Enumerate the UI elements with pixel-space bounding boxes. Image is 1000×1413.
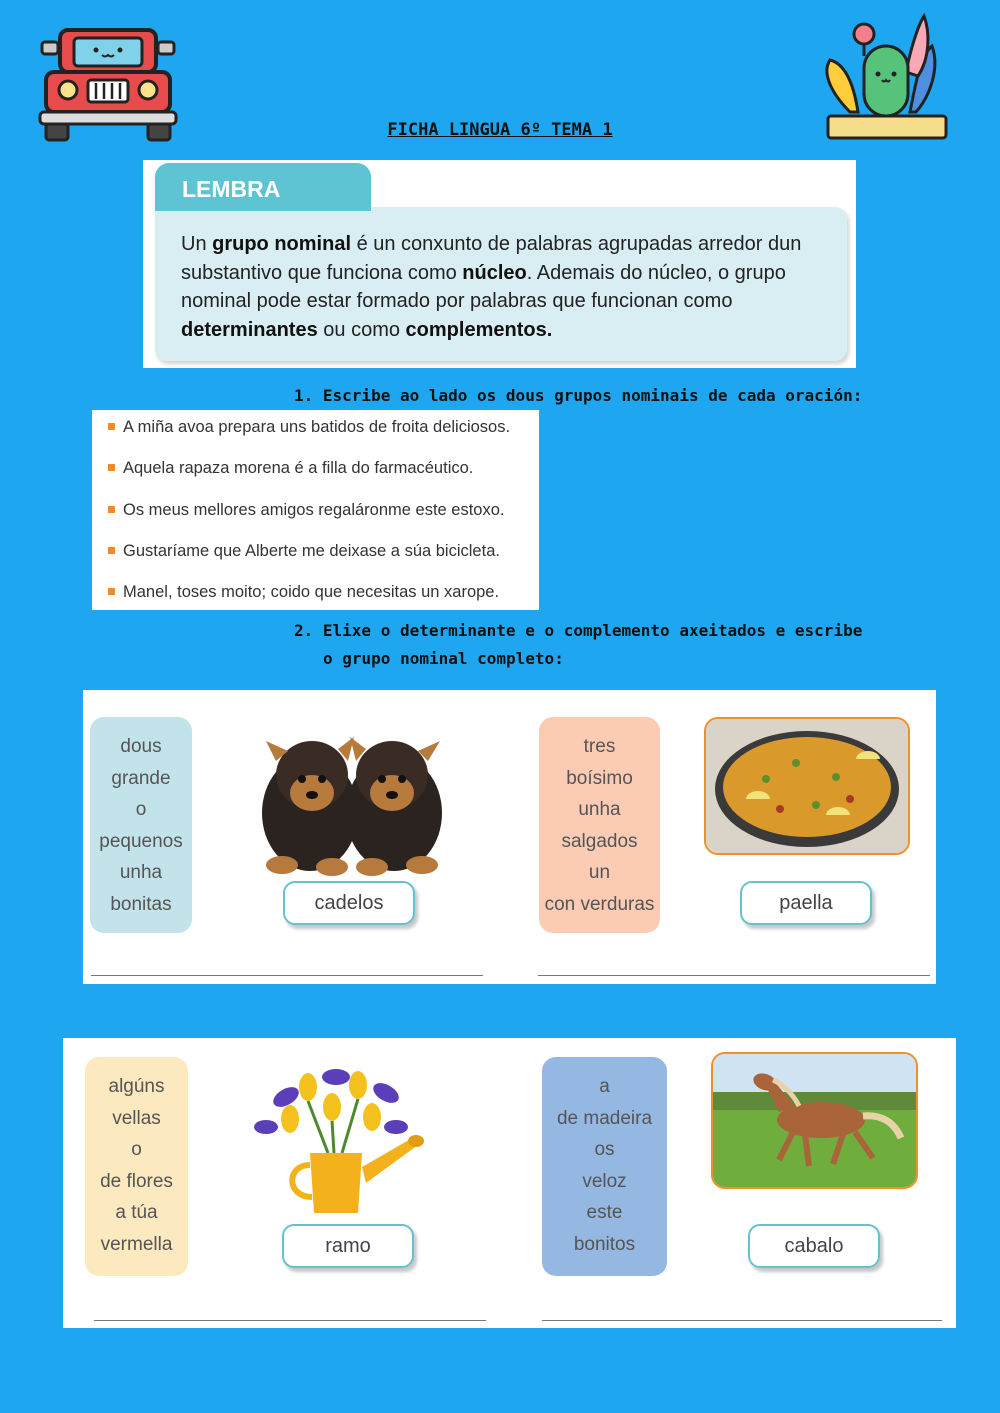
noun-label-cadelos: cadelos <box>283 881 415 925</box>
answer-line-ramo[interactable] <box>94 1320 486 1321</box>
answer-line-cabalo[interactable] <box>542 1320 942 1321</box>
bullet-icon <box>108 547 115 554</box>
bullet-icon <box>108 588 115 595</box>
word-box-cadelos: dous grande o pequenos unha bonitas <box>90 717 192 933</box>
noun-label-paella: paella <box>740 881 872 925</box>
question-1-label: 1. Escribe ao lado os dous grupos nominais de cada oración: <box>294 386 863 405</box>
word-box-paella: tres boísimo unha salgados un con verduras <box>539 717 660 933</box>
noun-label-ramo: ramo <box>282 1224 414 1268</box>
bullet-icon <box>108 423 115 430</box>
horse-photo <box>711 1052 918 1189</box>
question-2-line-1: 2. Elixe o determinante e o complemento axeitados e escribe <box>294 621 863 640</box>
answer-line-paella[interactable] <box>538 975 930 976</box>
sentence-item: Os meus mellores amigos regaláronme este estoxo. <box>108 501 505 520</box>
word-box-ramo: algúns vellas o de flores a túa vermella <box>85 1057 188 1276</box>
lembra-tab: LEMBRA <box>155 163 371 211</box>
lembra-text: Un grupo nominal é un conxunto de palabras agrupadas arredor dun substantivo que funciona como núcleo. Ademais do núcleo, o grupo nominal pode estar formado por palabras que funcionan como determinantes ou como complementos. <box>181 233 802 341</box>
worksheet-title: FICHA LINGUA 6º TEMA 1 <box>387 120 613 140</box>
sentence-item: Manel, toses moito; coido que necesitas un xarope. <box>108 583 499 602</box>
word-box-cabalo: a de madeira os veloz este bonitos <box>542 1057 667 1276</box>
paella-photo <box>704 717 910 855</box>
sentence-item: A miña avoa prepara uns batidos de froita deliciosos. <box>108 418 510 437</box>
puppies-photo <box>252 705 452 880</box>
flower-bouquet-photo <box>246 1057 428 1221</box>
bullet-icon <box>108 506 115 513</box>
answer-line-cadelos[interactable] <box>91 975 483 976</box>
bullet-icon <box>108 464 115 471</box>
sentence-item: Aquela rapaza morena é a filla do farmacéutico. <box>108 459 473 478</box>
noun-label-cabalo: cabalo <box>748 1224 880 1268</box>
sentence-item: Gustaríame que Alberte me deixase a súa bicicleta. <box>108 542 500 561</box>
question-2-line-2: o grupo nominal completo: <box>323 649 564 668</box>
